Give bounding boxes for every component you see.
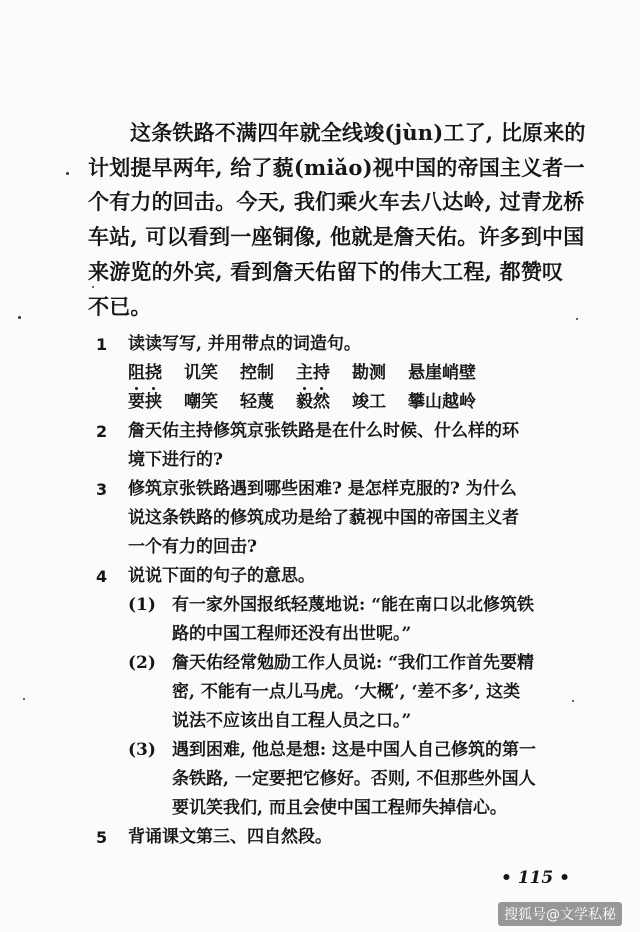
vocab-word: 毅然 xyxy=(296,392,330,412)
vocab-word: 轻蔑 xyxy=(240,392,274,412)
paragraph-line: 车站, 可以看到一座铜像, 他就是詹天佑。许多到中国 xyxy=(88,224,585,250)
exercise-3 xyxy=(96,475,596,562)
sub-item-line: 詹天佑经常勉励工作人员说: “我们工作首先要精 xyxy=(172,653,534,673)
vocab-row-2 xyxy=(128,388,596,417)
exercise-4-instruction: 说说下面的句子的意思。 xyxy=(128,566,315,586)
exercise-5-instruction: 背诵课文第三、四自然段。 xyxy=(128,827,332,847)
exercise-1-instruction: 读读写写, 并用带点的词造句。 xyxy=(128,334,361,354)
sub-item-number: (1) xyxy=(128,595,156,615)
exercise-text-line: 詹天佑主持修筑京张铁路是在什么时候、什么样的环 xyxy=(128,421,519,441)
vocab-word: 控制 xyxy=(240,363,274,383)
exercise-4-sub-2 xyxy=(128,649,596,736)
exercise-text-line: 说这条铁路的修筑成功是给了藐视中国的帝国主义者 xyxy=(128,508,519,528)
exercise-1 xyxy=(96,330,596,417)
vocab-word: 勘测 xyxy=(352,363,386,383)
sub-item-line: 密, 不能有一点儿马虎。‘大概’, ‘差不多’, 这类 xyxy=(172,682,521,702)
exercise-4-sub-1 xyxy=(128,591,596,649)
sub-item-number: (2) xyxy=(128,653,156,673)
paragraph-line: 不已。 xyxy=(88,293,152,319)
exercise-number: 5 xyxy=(96,828,108,847)
exercise-number: 3 xyxy=(96,480,108,499)
exercise-text-line: 修筑京张铁路遇到哪些困难? 是怎样克服的? 为什么 xyxy=(128,479,517,499)
exercise-number: 4 xyxy=(96,567,108,586)
paragraph-line: 计划提早两年, 给了藐(miǎo)视中国的帝国主义者一 xyxy=(88,154,585,180)
vocab-word: 竣工 xyxy=(352,392,386,412)
sub-item-line: 说法不应该出自工程人员之口。” xyxy=(172,711,412,731)
sub-item-line: 要讥笑我们, 而且会使中国工程师失掉信心。 xyxy=(172,798,507,818)
sub-item-line: 条铁路, 一定要把它修好。否则, 不但那些外国人 xyxy=(172,769,536,789)
vocab-word: 攀山越岭 xyxy=(408,392,476,412)
exercise-4-sub-3 xyxy=(128,736,596,823)
exercise-5 xyxy=(96,823,596,852)
paragraph-line: 个有力的回击。今天, 我们乘火车去八达岭, 过青龙桥 xyxy=(88,189,585,215)
vocab-word: 主持 xyxy=(296,359,352,388)
sub-item-line: 遇到困难, 他总是想: 这是中国人自己修筑的第一 xyxy=(172,740,537,760)
sub-item-number: (3) xyxy=(128,740,156,760)
sub-item-line: 有一家外国报纸轻蔑地说: “能在南口以北修筑铁 xyxy=(172,595,534,615)
sub-item-line: 路的中国工程师还没有出世呢。” xyxy=(172,624,412,644)
paragraph-line: 来游览的外宾, 看到詹天佑留下的伟大工程, 都赞叹 xyxy=(88,258,564,284)
vocab-word: 阻挠 xyxy=(128,359,184,388)
vocab-row-1 xyxy=(128,359,596,388)
vocab-word: 讥笑 xyxy=(184,363,218,383)
vocab-word: 要挟 xyxy=(128,392,162,412)
lesson-paragraph xyxy=(88,116,584,324)
exercise-text-line: 一个有力的回击? xyxy=(128,537,257,557)
page-number: • 115 • xyxy=(500,868,570,888)
exercise-text-line: 境下进行的? xyxy=(128,450,223,470)
exercise-2 xyxy=(96,417,596,475)
vocab-word: 嘲笑 xyxy=(184,392,218,412)
exercise-list xyxy=(96,330,596,852)
vocab-word: 悬崖峭壁 xyxy=(408,363,476,383)
paragraph-line: 这条铁路不满四年就全线竣(jùn)工了, 比原来的 xyxy=(130,120,586,145)
exercise-number: 1 xyxy=(96,335,108,354)
exercise-4 xyxy=(96,562,596,591)
watermark: 搜狐号@文学私秘 xyxy=(498,902,622,926)
exercise-number: 2 xyxy=(96,422,108,441)
